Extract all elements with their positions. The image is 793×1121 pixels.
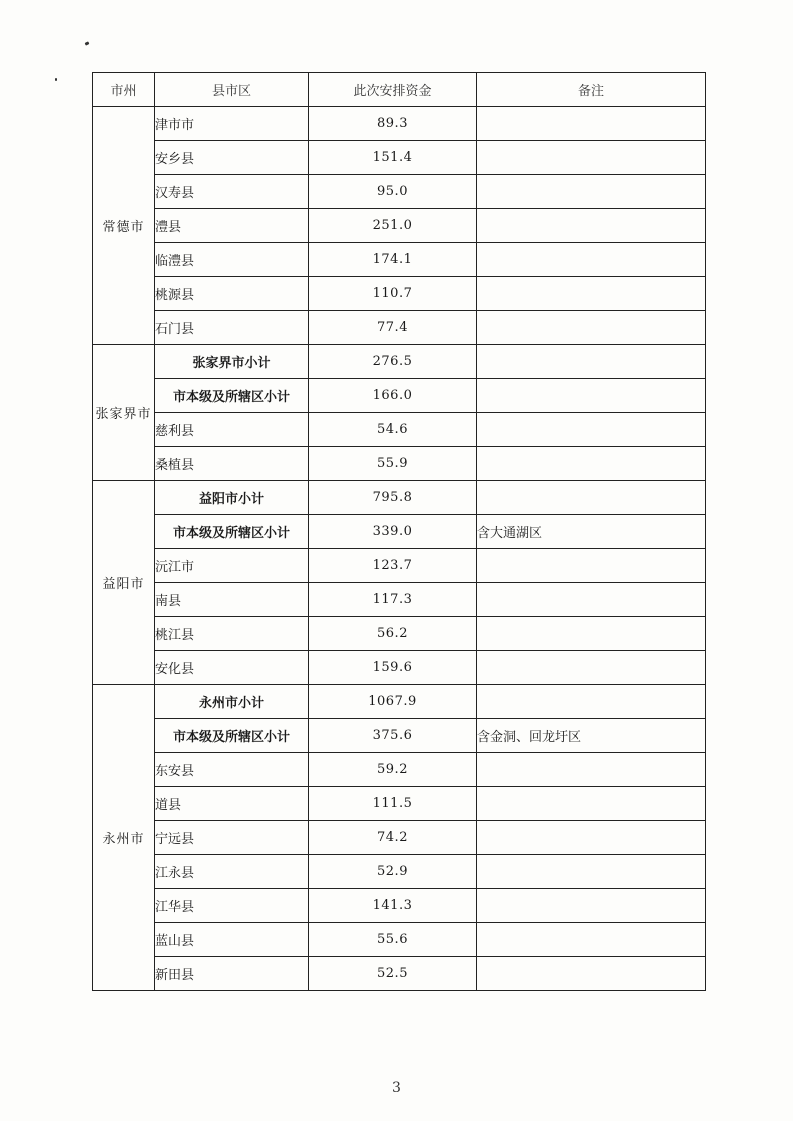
table-row [93,311,706,345]
amount-cell: 339.0 [309,515,477,549]
county-name-cell: 安化县 [155,651,309,685]
table-row [93,243,706,277]
note-cell [477,889,706,923]
amount-cell: 55.6 [309,923,477,957]
county-name-cell: 汉寿县 [155,175,309,209]
city-cell: 永州市 [93,685,155,991]
county-name-cell: 江华县 [155,889,309,923]
amount-cell: 89.3 [309,107,477,141]
county-name-cell: 南县 [155,583,309,617]
table-row [93,651,706,685]
county-name-cell: 澧县 [155,209,309,243]
amount-cell: 117.3 [309,583,477,617]
subtotal-name-cell: 市本级及所辖区小计 [155,719,309,753]
table-row [93,549,706,583]
county-name-cell: 桃江县 [155,617,309,651]
note-cell [477,413,706,447]
scan-speck [55,78,57,81]
county-name-cell: 新田县 [155,957,309,991]
county-name-cell: 江永县 [155,855,309,889]
table-row [93,447,706,481]
amount-cell: 110.7 [309,277,477,311]
note-cell [477,141,706,175]
table-row [93,141,706,175]
amount-cell: 166.0 [309,379,477,413]
county-name-cell: 蓝山县 [155,923,309,957]
amount-cell: 375.6 [309,719,477,753]
amount-cell: 59.2 [309,753,477,787]
note-cell [477,311,706,345]
note-cell [477,753,706,787]
amount-cell: 151.4 [309,141,477,175]
amount-cell: 95.0 [309,175,477,209]
county-name-cell: 桑植县 [155,447,309,481]
subtotal-name-cell: 益阳市小计 [155,481,309,515]
subtotal-name-cell: 市本级及所辖区小计 [155,515,309,549]
funding-allocation-table [92,72,706,991]
county-name-cell: 石门县 [155,311,309,345]
county-name-cell: 临澧县 [155,243,309,277]
note-cell [477,379,706,413]
amount-cell: 251.0 [309,209,477,243]
note-cell [477,107,706,141]
table-row [93,821,706,855]
amount-cell: 159.6 [309,651,477,685]
table-row [93,107,706,141]
amount-cell: 141.3 [309,889,477,923]
note-cell [477,957,706,991]
county-name-cell: 津市市 [155,107,309,141]
table-row [93,787,706,821]
county-name-cell: 沅江市 [155,549,309,583]
city-cell: 张家界市 [93,345,155,481]
table-row [93,957,706,991]
note-cell [477,549,706,583]
note-cell [477,787,706,821]
table-row [93,855,706,889]
note-cell [477,923,706,957]
county-name-cell: 东安县 [155,753,309,787]
header-city: 市州 [93,73,155,107]
table-row [93,923,706,957]
table-body [93,107,706,991]
amount-cell: 52.9 [309,855,477,889]
table-row [93,175,706,209]
amount-cell: 52.5 [309,957,477,991]
table-row [93,753,706,787]
note-cell [477,447,706,481]
amount-cell: 55.9 [309,447,477,481]
note-cell [477,617,706,651]
note-cell [477,651,706,685]
note-cell [477,583,706,617]
amount-cell: 1067.9 [309,685,477,719]
county-name-cell: 安乡县 [155,141,309,175]
subtotal-name-cell: 永州市小计 [155,685,309,719]
page-number: 3 [392,1080,401,1096]
amount-cell: 111.5 [309,787,477,821]
note-cell [477,821,706,855]
note-cell [477,481,706,515]
table-row [93,685,706,719]
amount-cell: 74.2 [309,821,477,855]
table-header-row [93,73,706,107]
header-county: 县市区 [155,73,309,107]
note-cell [477,209,706,243]
note-cell [477,175,706,209]
amount-cell: 276.5 [309,345,477,379]
subtotal-name-cell: 市本级及所辖区小计 [155,379,309,413]
header-note: 备注 [477,73,706,107]
county-name-cell: 桃源县 [155,277,309,311]
table-row [93,209,706,243]
table-row [93,889,706,923]
header-amount: 此次安排资金 [309,73,477,107]
amount-cell: 56.2 [309,617,477,651]
amount-cell: 123.7 [309,549,477,583]
city-cell: 益阳市 [93,481,155,685]
note-cell [477,345,706,379]
table-row [93,413,706,447]
table-row [93,515,706,549]
amount-cell: 174.1 [309,243,477,277]
city-cell: 常德市 [93,107,155,345]
note-cell [477,855,706,889]
table-row [93,617,706,651]
table-row [93,583,706,617]
note-cell [477,243,706,277]
table-row [93,481,706,515]
amount-cell: 54.6 [309,413,477,447]
county-name-cell: 道县 [155,787,309,821]
table-row [93,345,706,379]
table-row [93,719,706,753]
amount-cell: 795.8 [309,481,477,515]
table-row [93,277,706,311]
county-name-cell: 宁远县 [155,821,309,855]
table-row [93,379,706,413]
amount-cell: 77.4 [309,311,477,345]
note-cell: 含大通湖区 [477,515,706,549]
subtotal-name-cell: 张家界市小计 [155,345,309,379]
scan-speck [85,41,90,45]
county-name-cell: 慈利县 [155,413,309,447]
note-cell [477,685,706,719]
note-cell: 含金洞、回龙圩区 [477,719,706,753]
note-cell [477,277,706,311]
